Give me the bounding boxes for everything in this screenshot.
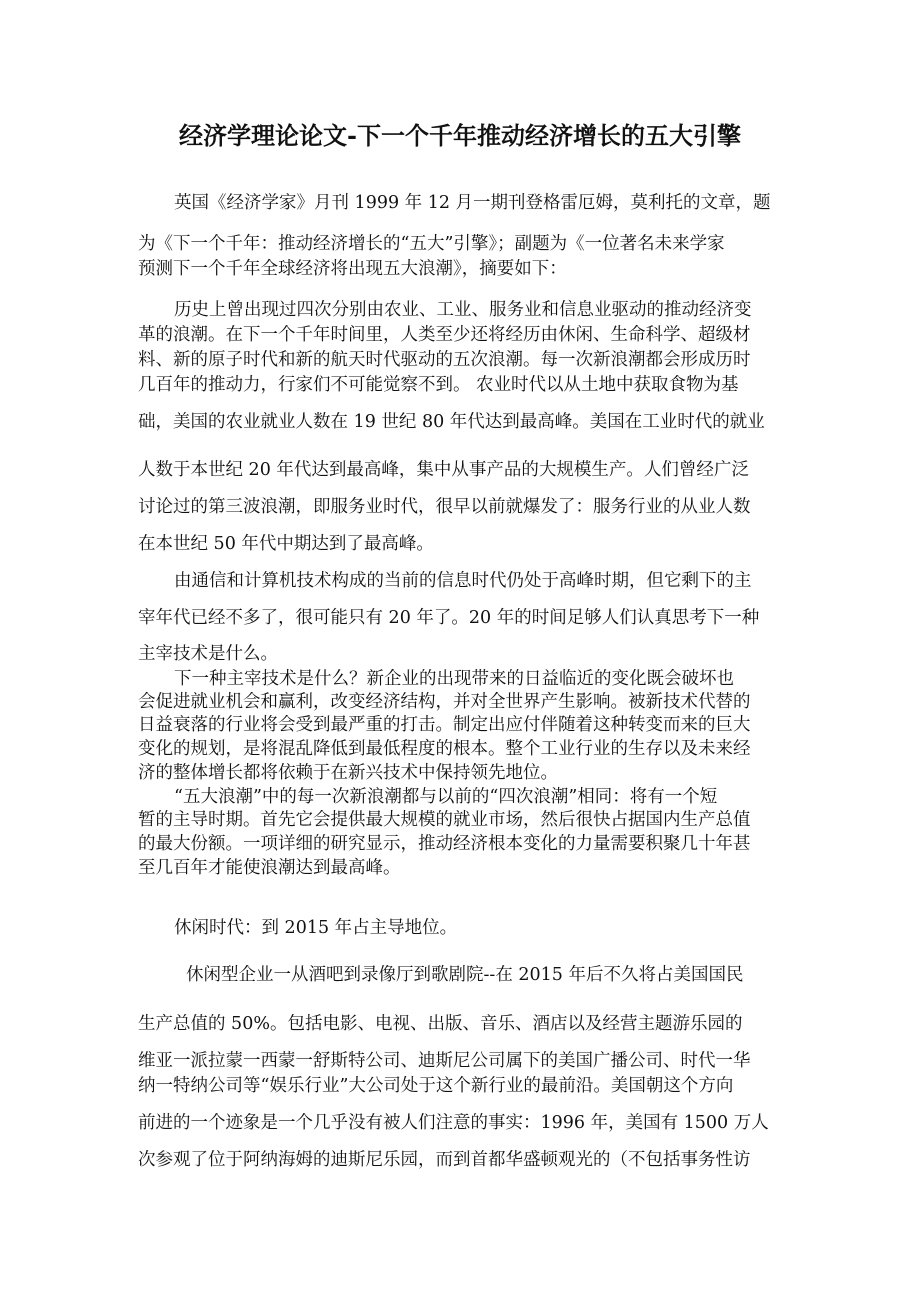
text-line: 几百年的推动力，行家们不可能觉察不到。 农业时代以从土地中获取食物为基 bbox=[138, 375, 739, 395]
text-line: 由通信和计算机技术构成的当前的信息时代仍处于高峰时期，但它剩下的主 bbox=[174, 571, 752, 591]
text-line: 至几百年才能使浪潮达到最高峰。 bbox=[138, 858, 401, 878]
text-line: “五大浪潮”中的每一次新浪潮都与以前的“四次浪潮”相同：将有一个短 bbox=[174, 787, 718, 807]
text-line: 济的整体增长都将依赖于在新兴技术中保持领先地位。 bbox=[138, 763, 558, 783]
text-line: 在本世纪 50 年代中期达到了最高峰。 bbox=[138, 534, 434, 554]
document-title: 经济学理论论文-下一个千年推动经济增长的五大引擎 bbox=[179, 121, 741, 150]
text-line: 革的浪潮。在下一个千年时间里，人类至少还将经历由休闲、生命科学、超级材 bbox=[138, 325, 751, 345]
text-line: 日益衰落的行业将会受到最严重的打击。制定出应付伴随着这种转变而来的巨大 bbox=[138, 715, 751, 735]
text-line: 英国《经济学家》月刊 1999 年 12 月一期刊登格雷厄姆，莫利托的文章，题 bbox=[174, 193, 771, 213]
text-line: 次参观了位于阿纳海姆的迪斯尼乐园，而到首都华盛顿观光的（不包括事务性访 bbox=[138, 1150, 751, 1170]
text-line: 讨论过的第三波浪潮，即服务业时代，很早以前就爆发了：服务行业的从业人数 bbox=[138, 497, 751, 517]
text-line: 维亚一派拉蒙一西蒙一舒斯特公司、迪斯尼公司属下的美国广播公司、时代一华 bbox=[138, 1051, 751, 1071]
text-line: 暂的主导时期。首先它会提供最大规模的就业市场，然后很快占据国内生产总值 bbox=[138, 810, 751, 830]
text-line: 前进的一个迹象是一个几乎没有被人们注意的事实：1996 年，美国有 1500 万人 bbox=[138, 1113, 769, 1133]
text-line: 休闲型企业一从酒吧到录像厅到歌剧院--在 2015 年后不久将占美国国民 bbox=[186, 965, 744, 985]
text-line: 为《下一个千年：推动经济增长的“五大”引擎》；副题为《一位著名未来学家 bbox=[138, 234, 725, 254]
text-line: 历史上曾出现过四次分别由农业、工业、服务业和信息业驱动的推动经济变 bbox=[174, 300, 752, 320]
text-line: 宰年代已经不多了，很可能只有 20 年了。20 年的时间足够人们认真思考下一种 bbox=[138, 608, 760, 628]
text-line: 纳一特纳公司等“娱乐行业”大公司处于这个新行业的最前沿。美国朝这个方向 bbox=[138, 1076, 734, 1096]
text-line: 人数于本世纪 20 年代达到最高峰，集中从事产品的大规模生产。人们曾经广泛 bbox=[138, 460, 749, 480]
text-line: 下一种主宰技术是什么？新企业的出现带来的日益临近的变化既会破坏也 bbox=[174, 669, 734, 689]
text-line: 变化的规划，是将混乱降低到最低程度的根本。整个工业行业的生存以及未来经 bbox=[138, 739, 751, 759]
text-line: 料、新的原子时代和新的航天时代驱动的五次浪潮。每一次新浪潮都会形成历时 bbox=[138, 350, 751, 370]
text-line: 础，美国的农业就业人数在 19 世纪 80 年代达到最高峰。美国在工业时代的就业 bbox=[138, 412, 765, 432]
text-line: 预测下一个千年全球经济将出现五大浪潮》，摘要如下： bbox=[138, 259, 567, 279]
text-line: 生产总值的 50%。包括电影、电视、出版、音乐、酒店以及经营主题游乐园的 bbox=[138, 1014, 743, 1034]
text-line: 的最大份额。一项详细的研究显示，推动经济根本变化的力量需要积聚几十年甚 bbox=[138, 834, 751, 854]
section-heading: 休闲时代：到 2015 年占主导地位。 bbox=[174, 918, 458, 938]
text-line: 主宰技术是什么。 bbox=[138, 644, 278, 664]
text-line: 会促进就业机会和赢利，改变经济结构，并对全世界产生影响。被新技术代替的 bbox=[138, 692, 751, 712]
